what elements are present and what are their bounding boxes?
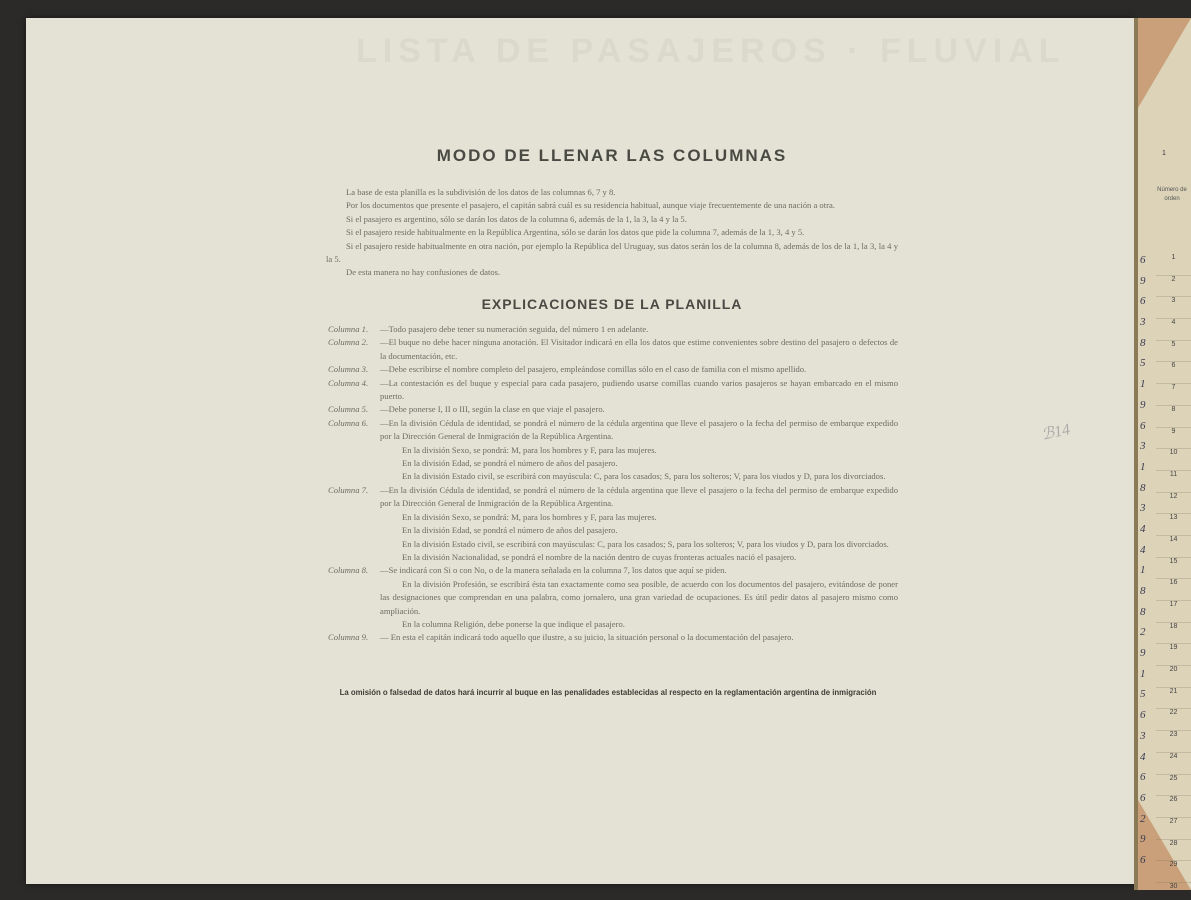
row-number: 2 xyxy=(1156,276,1191,298)
row-number: 6 xyxy=(1156,362,1191,384)
row-number: 12 xyxy=(1156,493,1191,515)
intro-paragraph: Si el pasajero reside habitualmente en la República Argentina, sólo se darán los datos que pide la columna 7, además de la 1, 3, 4 y 5. xyxy=(346,227,805,238)
column-label: Columna 7. xyxy=(328,484,369,495)
column-subitem: En la división Estado civil, se escribirá con mayúscula: C, para los casados; S, para los solteros; V, para los viudos y D, para los divorciados. xyxy=(402,471,886,482)
row-number: 4 xyxy=(1156,319,1191,341)
column-text: — En esta el capitán indicará todo aquello que ilustre, a su juicio, la situación personal o la documentación del pasajero. xyxy=(380,632,794,643)
column-label: Columna 2. xyxy=(328,337,369,348)
row-number: 14 xyxy=(1156,536,1191,558)
column-explanation-6 xyxy=(328,417,898,444)
corner-protector-top xyxy=(1138,18,1191,108)
section-subtitle: EXPLICACIONES DE LA PLANILLA xyxy=(481,296,743,312)
column-text: —Se indicará con Si o con No, o de la manera señalada en la columna 7, los datos que aquí se piden. xyxy=(380,565,727,576)
column-subitem: En la división Sexo, se pondrá: M, para los hombres y F, para las mujeres. xyxy=(402,511,657,522)
column-subitem: En la división Edad, se pondrá el número de años del pasajero. xyxy=(402,458,618,469)
row-number: 1 xyxy=(1156,254,1191,276)
row-number: 9 xyxy=(1156,428,1191,450)
handwritten-entries: 6 9 6 3 8 5 1 9 6 3 1 8 3 4 4 1 8 8 2 9 1 5 6 3 4 6 6 2 9 6 xyxy=(1140,254,1146,866)
column-text: —Todo pasajero debe tener su numeración seguida, del número 1 en adelante. xyxy=(380,324,649,334)
intro-paragraph: Si el pasajero es argentino, sólo se darán los datos de la columna 6, además de la 1, la 3, la 4 y la 5. xyxy=(346,213,687,224)
column-text: —Debe ponerse I, II o III, según la clase en que viaje el pasajero. xyxy=(380,404,605,415)
column-label: Columna 4. xyxy=(328,377,369,388)
row-number: 19 xyxy=(1156,644,1191,666)
intro-paragraph: Por los documentos que presente el pasajero, el capitán sabrá cuál es su residencia habitual, aunque viaje frecuentemente de una nación a otra. xyxy=(346,200,835,211)
column-explanation-7 xyxy=(328,484,898,511)
column-number: 1 xyxy=(1162,150,1166,157)
row-number: 25 xyxy=(1156,775,1191,797)
explanations-section xyxy=(328,323,898,645)
column-explanation-9 xyxy=(328,631,898,644)
column-subitem: En la división Profesión, se escribirá ésta tan exactamente como sea posible, de acuerdo con los documentos del pasajero, evitándose de poner las designaciones que comprendan en una palabra, como jornalero, una gran variedad de ocupaciones. Es útil pedir datos al pasajero mismo como ampliación. xyxy=(380,578,898,616)
column-explanation-4 xyxy=(328,377,898,404)
column-text: —La contestación es del buque y especial para cada pasajero, pudiendo usarse comillas cuando varios pasajeros se hayan embarcado en el mismo puerto. xyxy=(380,377,898,402)
column-label: Columna 5. xyxy=(328,404,369,415)
row-number: 13 xyxy=(1156,514,1191,536)
row-number: 27 xyxy=(1156,818,1191,840)
handwritten-mark: ℬ14 xyxy=(1040,421,1072,444)
sheet-edge xyxy=(1134,18,1138,890)
column-explanation-1 xyxy=(328,323,898,336)
column-subitem: En la división Sexo, se pondrá: M, para los hombres y F, para las mujeres. xyxy=(402,444,657,455)
column-header: Número de orden xyxy=(1157,187,1187,202)
column-explanation-8 xyxy=(328,564,898,577)
bleed-through-heading: LISTA DE PASAJEROS · FLUVIAL xyxy=(356,32,1066,70)
column-label: Columna 9. xyxy=(328,632,369,643)
intro-paragraph: De esta manera no hay confusiones de datos. xyxy=(346,267,501,278)
row-number: 24 xyxy=(1156,753,1191,775)
row-number: 11 xyxy=(1156,471,1191,493)
intro-paragraph: Si el pasajero reside habitualmente en otra nación, por ejemplo la República del Uruguay, sus datos serán los de la columna 8, además de los de la 1, la 3, la 4 y la 5. xyxy=(326,240,898,265)
row-number: 10 xyxy=(1156,449,1191,471)
row-number: 7 xyxy=(1156,384,1191,406)
intro-section xyxy=(326,186,898,280)
row-number: 17 xyxy=(1156,601,1191,623)
row-number: 21 xyxy=(1156,688,1191,710)
row-number: 3 xyxy=(1156,297,1191,319)
column-explanation-5 xyxy=(328,403,898,416)
row-number: 18 xyxy=(1156,623,1191,645)
intro-paragraph: La base de esta planilla es la subdivisión de los datos de las columnas 6, 7 y 8. xyxy=(346,187,616,197)
column-label: Columna 3. xyxy=(328,364,369,375)
row-number: 28 xyxy=(1156,840,1191,862)
row-number: 22 xyxy=(1156,709,1191,731)
row-number: 8 xyxy=(1156,406,1191,428)
column-explanation-3 xyxy=(328,363,898,376)
column-label: Columna 6. xyxy=(328,417,369,428)
footer-warning: La omisión o falsedad de datos hará incurrir al buque en las penalidades establecidas al respecto en la reglamentación argentina de inmigración xyxy=(339,688,877,697)
adjacent-sheet xyxy=(1134,18,1191,890)
column-text: —Debe escribirse el nombre completo del pasajero, empleándose comillas sólo en el caso de familia con el mismo apellido. xyxy=(380,364,807,375)
column-label: Columna 1. xyxy=(328,324,369,334)
row-number-list xyxy=(1156,254,1191,890)
column-subitem: En la división Estado civil, se escribirá con mayúsculas: C, para los casados; S, para los solteros; V, para los viudos y D, para los divorciados. xyxy=(402,538,889,549)
column-text: —En la división Cédula de identidad, se pondrá el número de la cédula argentina que lleve el pasajero o la fecha del permiso de embarque expedido por la Dirección General de Inmigración de la República Argentina. xyxy=(380,484,898,509)
column-label: Columna 8. xyxy=(328,565,369,576)
row-number: 5 xyxy=(1156,341,1191,363)
column-text: —El buque no debe hacer ninguna anotación. El Visitador indicará en ella los datos que estime convenientes sobre destino del pasajero o defectos de la documentación, etc. xyxy=(380,337,898,361)
row-number: 16 xyxy=(1156,579,1191,601)
row-number: 15 xyxy=(1156,558,1191,580)
document-page xyxy=(26,18,1134,884)
column-subitem: En la columna Religión, debe ponerse la que indique el pasajero. xyxy=(402,618,625,629)
column-explanation-2 xyxy=(328,336,898,363)
row-number: 20 xyxy=(1156,666,1191,688)
column-subitem: En la división Edad, se pondrá el número de años del pasajero. xyxy=(402,525,618,536)
row-number: 29 xyxy=(1156,861,1191,883)
column-subitem: En la división Nacionalidad, se pondrá el nombre de la nación dentro de cuyas fronteras actuales nació el pasajero. xyxy=(402,551,797,562)
row-number: 30 xyxy=(1156,883,1191,890)
row-number: 26 xyxy=(1156,796,1191,818)
column-text: —En la división Cédula de identidad, se pondrá el número de la cédula argentina que lleve el pasajero o la fecha del permiso de embarque expedido por la Dirección General de Inmigración de la República Argentina. xyxy=(380,417,898,442)
row-number: 23 xyxy=(1156,731,1191,753)
page-title: MODO DE LLENAR LAS COLUMNAS xyxy=(436,146,788,165)
